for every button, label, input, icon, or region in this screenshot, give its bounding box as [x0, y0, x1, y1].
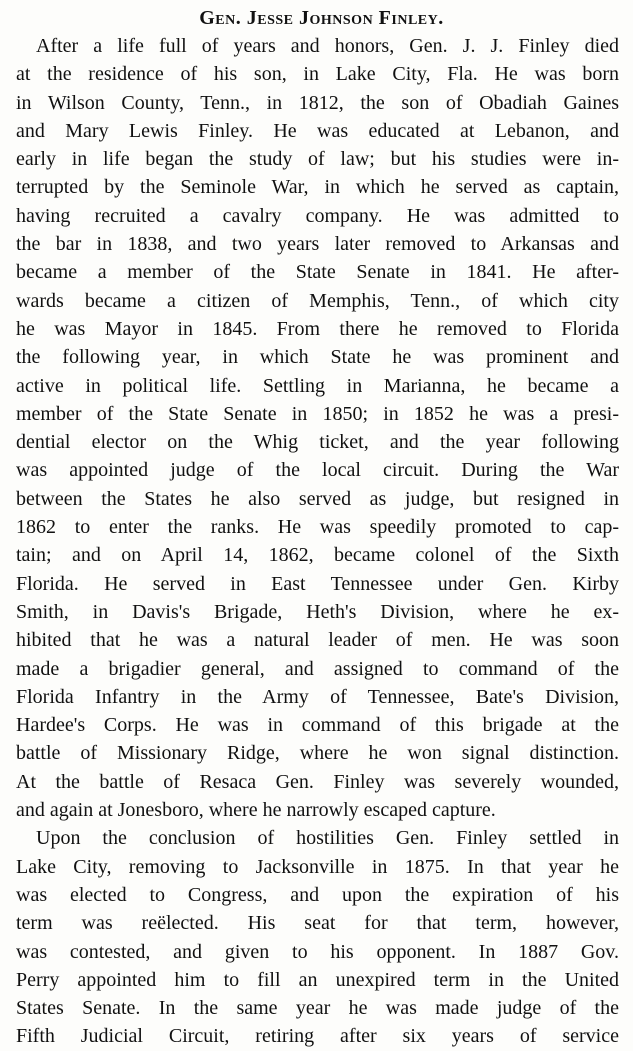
text-line: wards became a citizen of Memphis, Tenn., of which city [16, 289, 619, 312]
text-line: Hardee's Corps. He was in command of this brigade at the [16, 714, 619, 737]
text-line: Lake City, removing to Jacksonville in 1875. In that year he [16, 855, 619, 878]
text-line: dential elector on the Whig ticket, and the year following [16, 431, 619, 454]
text-line: active in political life. Settling in Marianna, he became a [16, 374, 619, 397]
text-line: hibited that he was a natural leader of men. He was soon [16, 629, 619, 652]
text-line: After a life full of years and honors, Gen. J. J. Finley died [36, 35, 619, 57]
text-line: between the States he also served as judge, but resigned in [16, 487, 619, 510]
text-line: was elected to Congress, and upon the expiration of his [16, 883, 619, 906]
text-line: tain; and on April 14, 1862, became colonel of the Sixth [16, 544, 619, 567]
text-line: was appointed judge of the local circuit. During the War [16, 459, 619, 482]
text-line: Florida Infantry in the Army of Tennessee, Bate's Division, [16, 685, 619, 708]
text-line: battle of Missionary Ridge, where he won signal distinction. [16, 742, 619, 765]
text-line: States Senate. In the same year he was made judge of the [16, 997, 619, 1020]
paragraph-1 [16, 32, 619, 824]
text-line: in Wilson County, Tenn., in 1812, the son of Obadiah Gaines [16, 91, 619, 114]
text-line: and Mary Lewis Finley. He was educated at Lebanon, and [16, 119, 619, 142]
text-line: early in life began the study of law; but his studies were in- [16, 148, 619, 171]
text-line: and again at Jonesboro, where he narrowly escaped capture. [16, 799, 496, 822]
text-line: became a member of the State Senate in 1841. He after- [16, 261, 619, 284]
text-line: 1862 to enter the ranks. He was speedily promoted to cap- [16, 516, 619, 539]
text-line: Perry appointed him to fill an unexpired term in the United [16, 968, 619, 991]
text-line: Florida. He served in East Tennessee under Gen. Kirby [16, 572, 619, 595]
text-line: Fifth Judicial Circuit, retiring after six years of service [16, 1025, 619, 1048]
text-line: Smith, in Davis's Brigade, Heth's Division, where he ex- [16, 600, 619, 623]
text-line: term was reëlected. His seat for that term, however, [16, 912, 619, 935]
text-line: having recruited a cavalry company. He was admitted to [16, 204, 619, 227]
text-line: the bar in 1838, and two years later removed to Arkansas and [16, 233, 619, 256]
text-line: At the battle of Resaca Gen. Finley was severely wounded, [16, 770, 619, 793]
paragraph-2 [16, 824, 619, 1050]
text-line: the following year, in which State he was prominent and [16, 346, 619, 369]
text-line: terrupted by the Seminole War, in which he served as captain, [16, 176, 619, 199]
text-line: made a brigadier general, and assigned to command of the [16, 657, 619, 680]
text-line: was contested, and given to his opponent. In 1887 Gov. [16, 940, 619, 963]
text-line: he was Mayor in 1845. From there he removed to Florida [16, 317, 619, 340]
text-line: Upon the conclusion of hostilities Gen. Finley settled in [36, 827, 619, 850]
article-title: Gen. Jesse Johnson Finley. [199, 7, 444, 29]
text-line: member of the State Senate in 1850; in 1852 he was a presi- [16, 402, 619, 425]
text-line: at the residence of his son, in Lake City, Fla. He was born [16, 63, 619, 86]
